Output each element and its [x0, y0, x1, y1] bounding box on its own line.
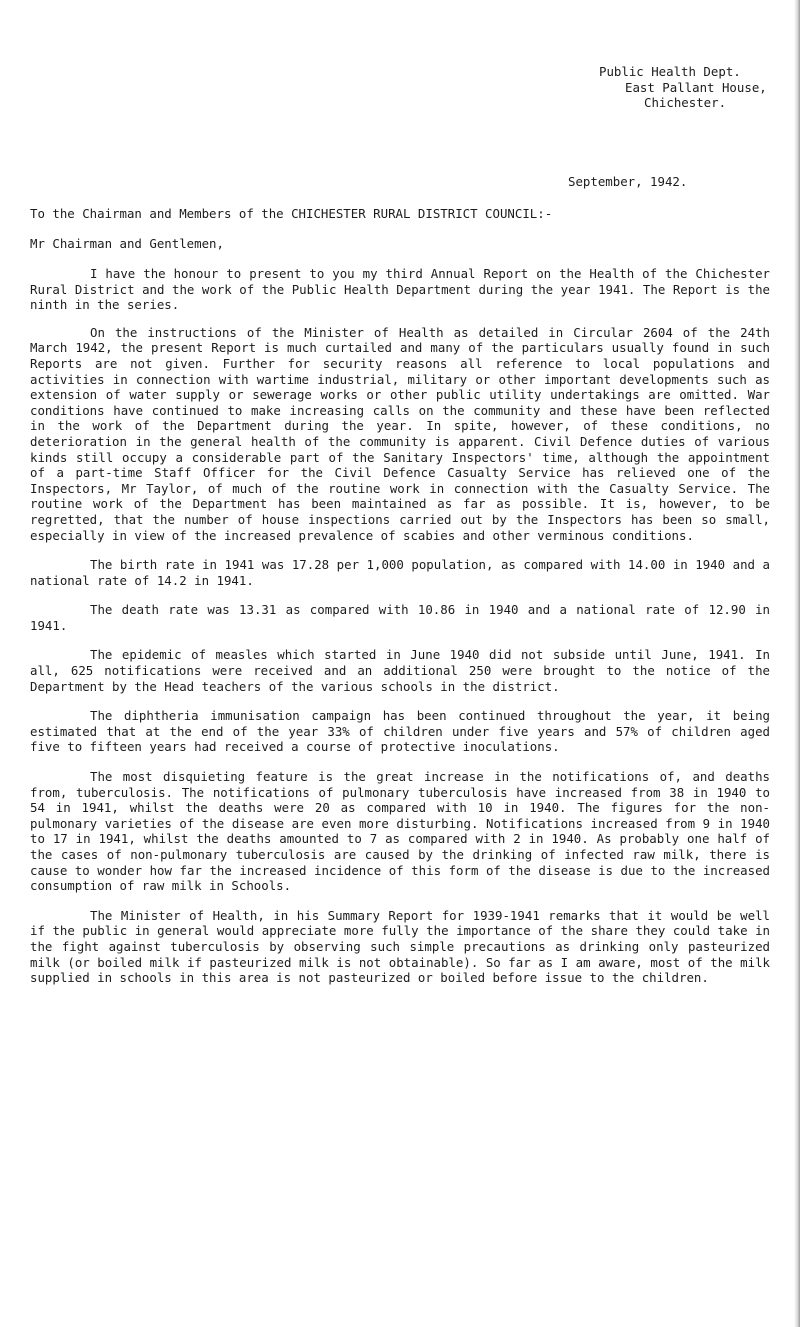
department-name: Public Health Dept.: [599, 64, 741, 79]
paragraph-introduction: I have the honour to present to you my third Annual Report on the Health of the Chichester Rural District and the work of the Public Health Department during the year 1941. The Report is the ninth in the series.: [30, 266, 770, 313]
letter-body: [30, 266, 770, 1000]
salutation: To the Chairman and Members of the CHICHESTER RURAL DISTRICT COUNCIL:-: [30, 206, 553, 221]
paragraph-tuberculosis: The most disquieting feature is the great increase in the notifications of, and deaths from, tuberculosis. The notifications of pulmonary tuberculosis have increased from 38 in 1940 to 54 in 1941, whilst the deaths were 20 as compared with 10 in 1940. The figures for the non-pulmonary varieties of the disease are even more disturbing. Notifications increased from 9 in 1940 to 17 in 1941, whilst the deaths amounted to 7 as compared with 2 in 1940. As probably one half of the cases of non-pulmonary tuberculosis are caused by the drinking of infected raw milk, there is cause to wonder how far the increased incidence of this form of the disease is due to the increased consumption of raw milk in Schools.: [30, 769, 770, 894]
paragraph-measles: The epidemic of measles which started in June 1940 did not subside until June, 1941. In all, 625 notifications were received and an additional 250 were brought to the notice of the Department by the Head teachers of the various schools in the district.: [30, 647, 770, 694]
scan-edge-shadow: [794, 0, 800, 1327]
letterhead-address: [599, 64, 789, 111]
city-name: Chichester.: [644, 95, 727, 111]
letter-date: September, 1942.: [568, 174, 688, 189]
paragraph-milk-advice: The Minister of Health, in his Summary Report for 1939-1941 remarks that it would be well if the public in general would appreciate more fully the importance of the share they could take in the fight against tuberculosis by observing such simple precautions as drinking only pasteurized milk (or boiled milk if pasteurized milk is not obtainable). So far as I am aware, most of the milk supplied in schools in this area is not pasteurized or boiled before issue to the children.: [30, 907, 770, 986]
paragraph-diphtheria: The diphtheria immunisation campaign has been continued throughout the year, it being estimated that at the end of the year 33% of children under five years and 57% of children aged five to fifteen years had received a course of protective inoculations.: [30, 708, 770, 755]
paragraph-birth-rate: The birth rate in 1941 was 17.28 per 1,000 population, as compared with 14.00 in 1940 and a national rate of 14.2 in 1941.: [30, 557, 770, 588]
paragraph-wartime-conditions: On the instructions of the Minister of Health as detailed in Circular 2604 of the 24th March 1942, the present Report is much curtailed and many of the particulars usually found in such Reports are not given. Further for security reasons all reference to local populations and activities in connection with wartime industrial, military or other important developments such as extension of water supply or sewerage works or other public utility undertakings are omitted. War conditions have continued to make increasing calls on the community and these have been reflected in the work of the Department during the year. In spite, however, of these conditions, no deterioration in the general health of the community is apparent. Civil Defence duties of various kinds still occupy a considerable part of the Sanitary Inspectors' time, although the appointment of a part-time Staff Officer for the Civil Defence Casualty Service has relieved one of the Inspectors, Mr Taylor, of much of the routine work in connection with the Casualty Service. The routine work of the Department has been maintained as far as possible. It is, however, to be regretted, that the number of house inspections carried out by the Inspectors has been so small, especially in view of the increased prevalence of scabies and other verminous conditions.: [30, 324, 770, 543]
paragraph-death-rate: The death rate was 13.31 as compared with 10.86 in 1940 and a national rate of 12.90 in 1941.: [30, 602, 770, 633]
house-name: East Pallant House,: [625, 79, 767, 95]
greeting: Mr Chairman and Gentlemen,: [30, 236, 224, 251]
